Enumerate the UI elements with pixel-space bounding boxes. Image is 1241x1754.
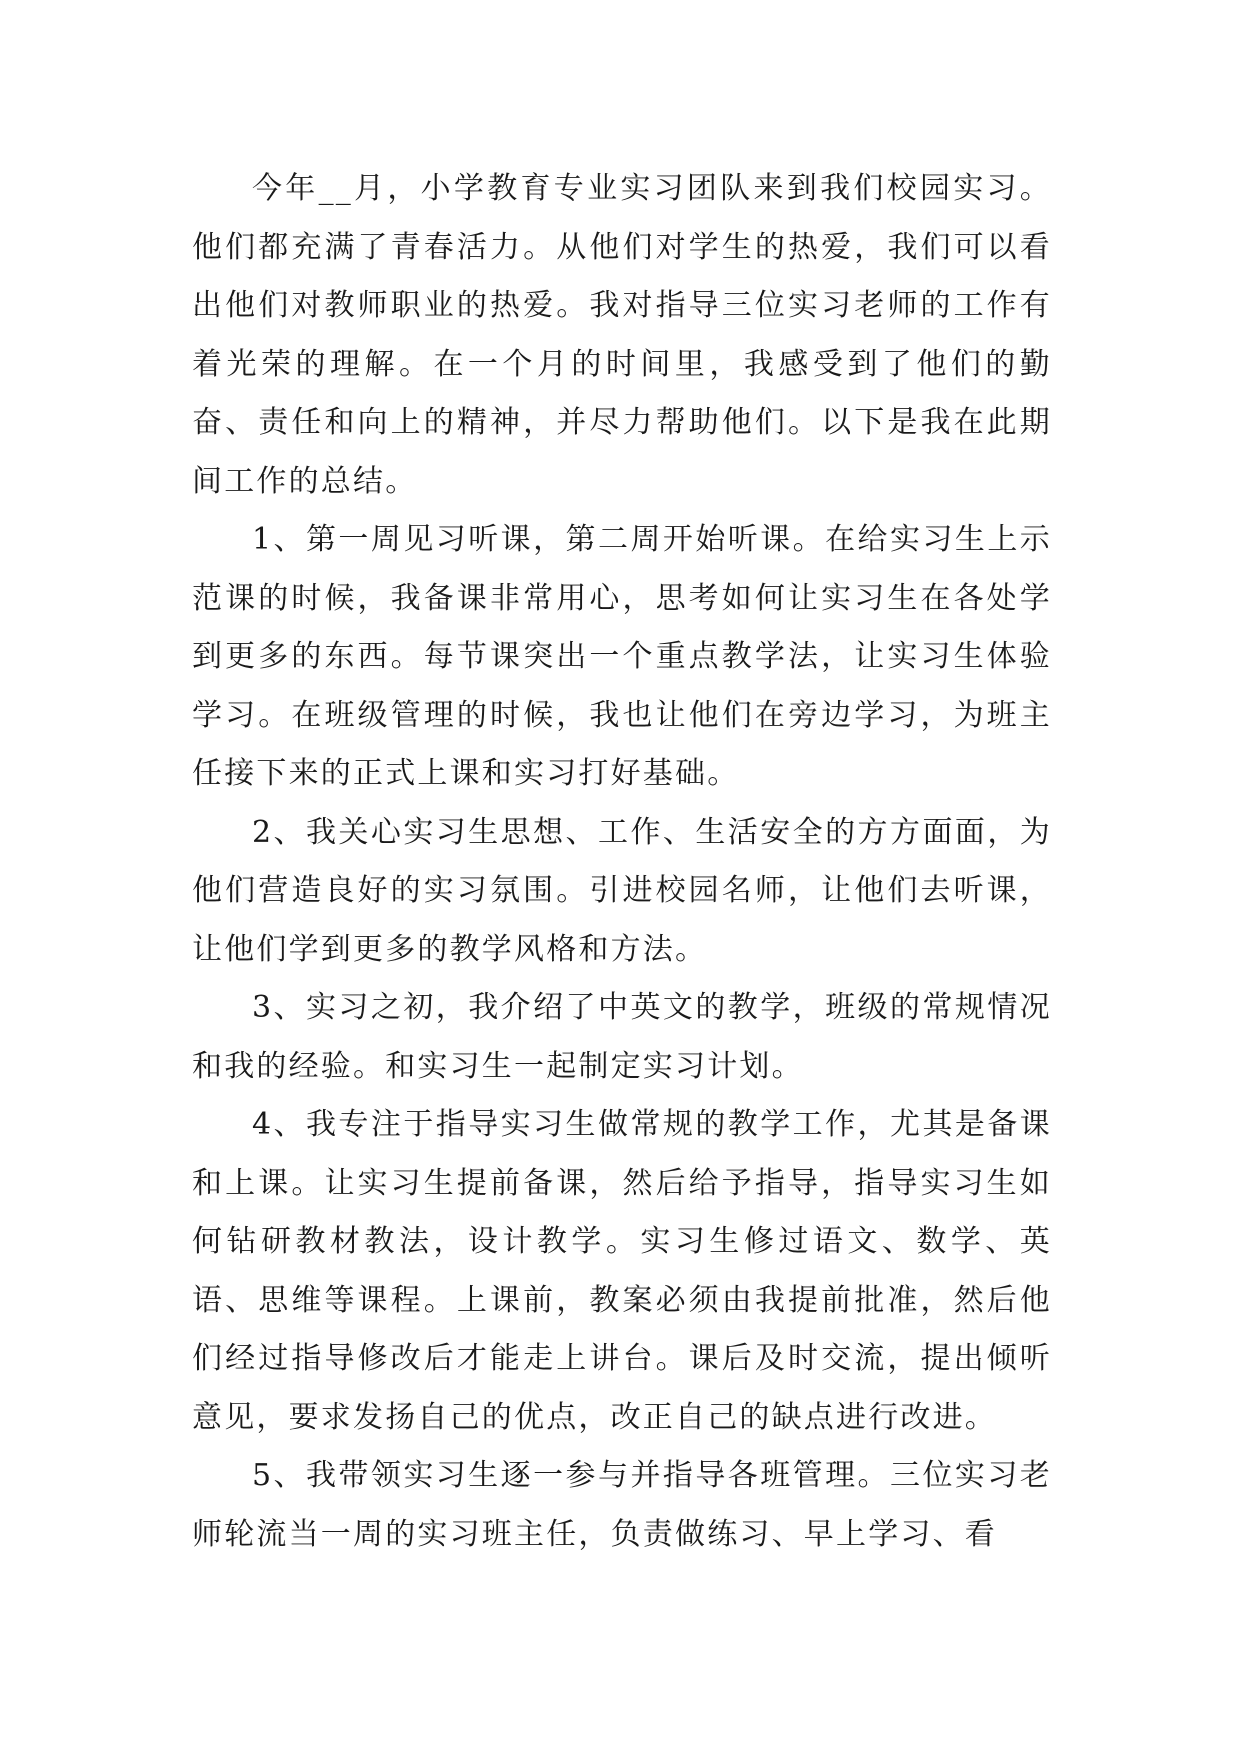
document-body [192,160,1052,1564]
paragraph-item-2: 2、我关心实习生思想、工作、生活安全的方方面面，为他们营造良好的实习氛围。引进校园名师，让他们去听课，让他们学到更多的教学风格和方法。 [192,814,1052,967]
paragraph-item-4: 4、我专注于指导实习生做常规的教学工作，尤其是备课和上课。让实习生提前备课，然后给予指导，指导实习生如何钻研教材教法，设计教学。实习生修过语文、数学、英语、思维等课程。上课前，教案必须由我提前批准，然后他们经过指导修改后才能走上讲台。课后及时交流，提出倾听意见，要求发扬自己的优点，改正自己的缺点进行改进。 [192,1107,1052,1435]
paragraph-item-3: 3、实习之初，我介绍了中英文的教学，班级的常规情况和我的经验。和实习生一起制定实习计划。 [192,990,1052,1084]
paragraph-intro: 今年__月，小学教育专业实习团队来到我们校园实习。他们都充满了青春活力。从他们对学生的热爱，我们可以看出他们对教师职业的热爱。我对指导三位实习老师的工作有着光荣的理解。在一个月的时间里，我感受到了他们的勤奋、责任和向上的精神，并尽力帮助他们。以下是我在此期间工作的总结。 [192,171,1052,499]
paragraph-item-1: 1、第一周见习听课，第二周开始听课。在给实习生上示范课的时候，我备课非常用心，思考如何让实习生在各处学到更多的东西。每节课突出一个重点教学法，让实习生体验学习。在班级管理的时候，我也让他们在旁边学习，为班主任接下来的正式上课和实习打好基础。 [192,522,1052,791]
paragraph-item-5: 5、我带领实习生逐一参与并指导各班管理。三位实习老师轮流当一周的实习班主任，负责做练习、早上学习、看 [192,1458,1052,1552]
